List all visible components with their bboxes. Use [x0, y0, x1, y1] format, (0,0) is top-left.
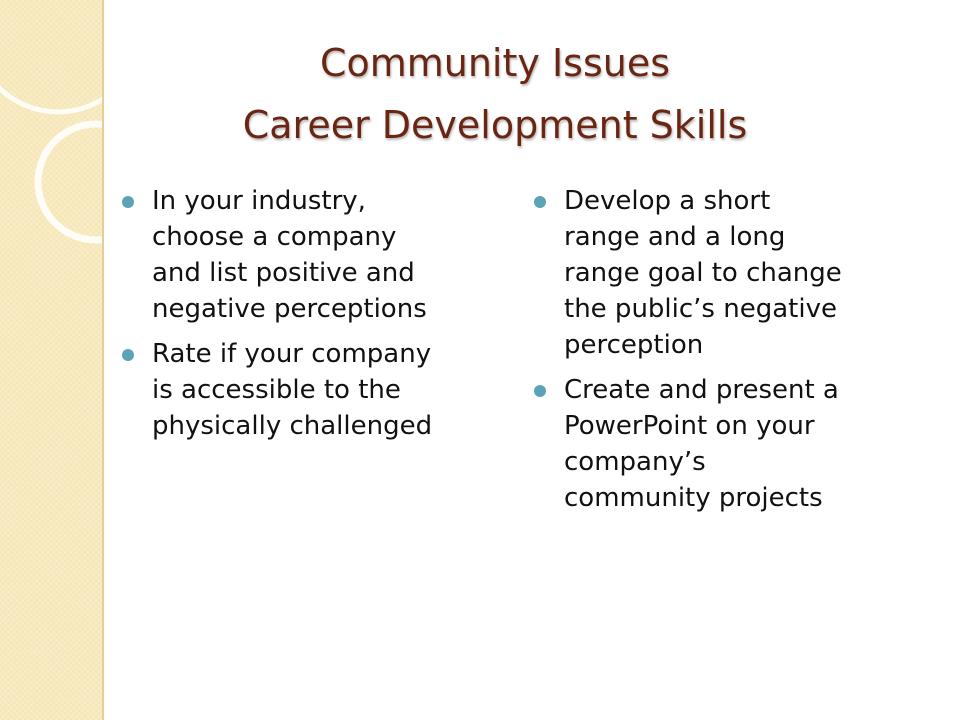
bullet-item [122, 183, 482, 327]
bullet-item [534, 183, 894, 363]
bullet-text: In your industry, choose a company and list positive and negative perceptions [152, 186, 427, 324]
bullet-item [122, 336, 482, 444]
right-bullet-list [534, 183, 894, 525]
bullet-dot-icon [122, 196, 134, 208]
slide-title-line-1: Community Issues [319, 41, 671, 85]
bullet-dot-icon [534, 196, 546, 208]
bullet-text: Develop a short range and a long range goal to change the public’s negative perception [564, 186, 842, 360]
slide-title-line-2: Career Development Skills [242, 103, 748, 147]
bullet-item [534, 372, 894, 516]
bullet-dot-icon [534, 385, 546, 397]
decorative-circles-graphic [0, 0, 104, 720]
left-bullet-list [122, 183, 482, 453]
bullet-text: Create and present a PowerPoint on your company’s community projects [564, 375, 839, 513]
decorative-side-band [0, 0, 104, 720]
bullet-dot-icon [122, 349, 134, 361]
bullet-text: Rate if your company is accessible to the physically challenged [152, 339, 433, 441]
